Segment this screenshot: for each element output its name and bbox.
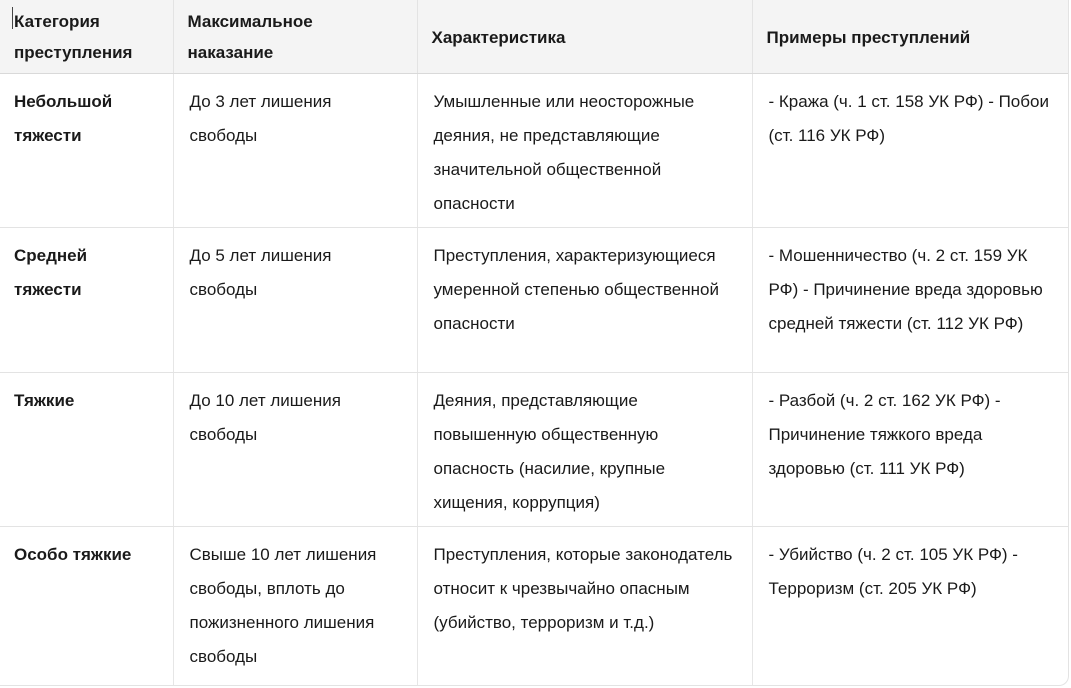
- table-row: [0, 372, 1069, 526]
- cell-examples[interactable]: - Разбой (ч. 2 ст. 162 УК РФ) - Причинение тяжкого вреда здоровью (ст. 111 УК РФ): [752, 372, 1069, 526]
- cell-description[interactable]: Преступления, которые законодатель относит к чрезвычайно опасным (убийство, терроризм и т.д.): [417, 526, 752, 686]
- cell-category[interactable]: Небольшой тяжести: [0, 73, 173, 227]
- header-row: [0, 0, 1069, 73]
- cell-category[interactable]: Тяжкие: [0, 372, 173, 526]
- table-header: [0, 0, 1069, 73]
- cell-punishment[interactable]: До 5 лет лишения свободы: [173, 227, 417, 372]
- cell-punishment[interactable]: До 3 лет лишения свободы: [173, 73, 417, 227]
- header-description[interactable]: Характеристика: [417, 0, 752, 73]
- cell-punishment[interactable]: Свыше 10 лет лишения свободы, вплоть до пожизненного лишения свободы: [173, 526, 417, 686]
- cell-examples[interactable]: - Кража (ч. 1 ст. 158 УК РФ) - Побои (ст. 116 УК РФ): [752, 73, 1069, 227]
- header-max-punishment[interactable]: Максимальное наказание: [173, 0, 417, 73]
- cell-description[interactable]: Деяния, представляющие повышенную общественную опасность (насилие, крупные хищения, коррупция): [417, 372, 752, 526]
- cell-examples[interactable]: - Мошенничество (ч. 2 ст. 159 УК РФ) - Причинение вреда здоровью средней тяжести (ст. 112 УК РФ): [752, 227, 1069, 372]
- cell-examples[interactable]: - Убийство (ч. 2 ст. 105 УК РФ) - Терроризм (ст. 205 УК РФ): [768, 544, 1018, 598]
- cell-description[interactable]: Умышленные или неосторожные деяния, не представляющие значительной общественной опасности: [417, 73, 752, 227]
- table-row: [0, 526, 1069, 686]
- cell-category[interactable]: Особо тяжкие: [0, 526, 173, 686]
- header-category[interactable]: Категория преступления: [0, 0, 173, 73]
- cell-punishment[interactable]: До 10 лет лишения свободы: [173, 372, 417, 526]
- text-cursor: [12, 7, 13, 29]
- header-examples[interactable]: Примеры преступлений: [752, 0, 1069, 73]
- table-body: [0, 73, 1069, 686]
- cell-category[interactable]: Средней тяжести: [0, 227, 173, 372]
- table-row: [0, 73, 1069, 227]
- cell-description[interactable]: Преступления, характеризующиеся умеренной степенью общественной опасности: [417, 227, 752, 372]
- table-row: [0, 227, 1069, 372]
